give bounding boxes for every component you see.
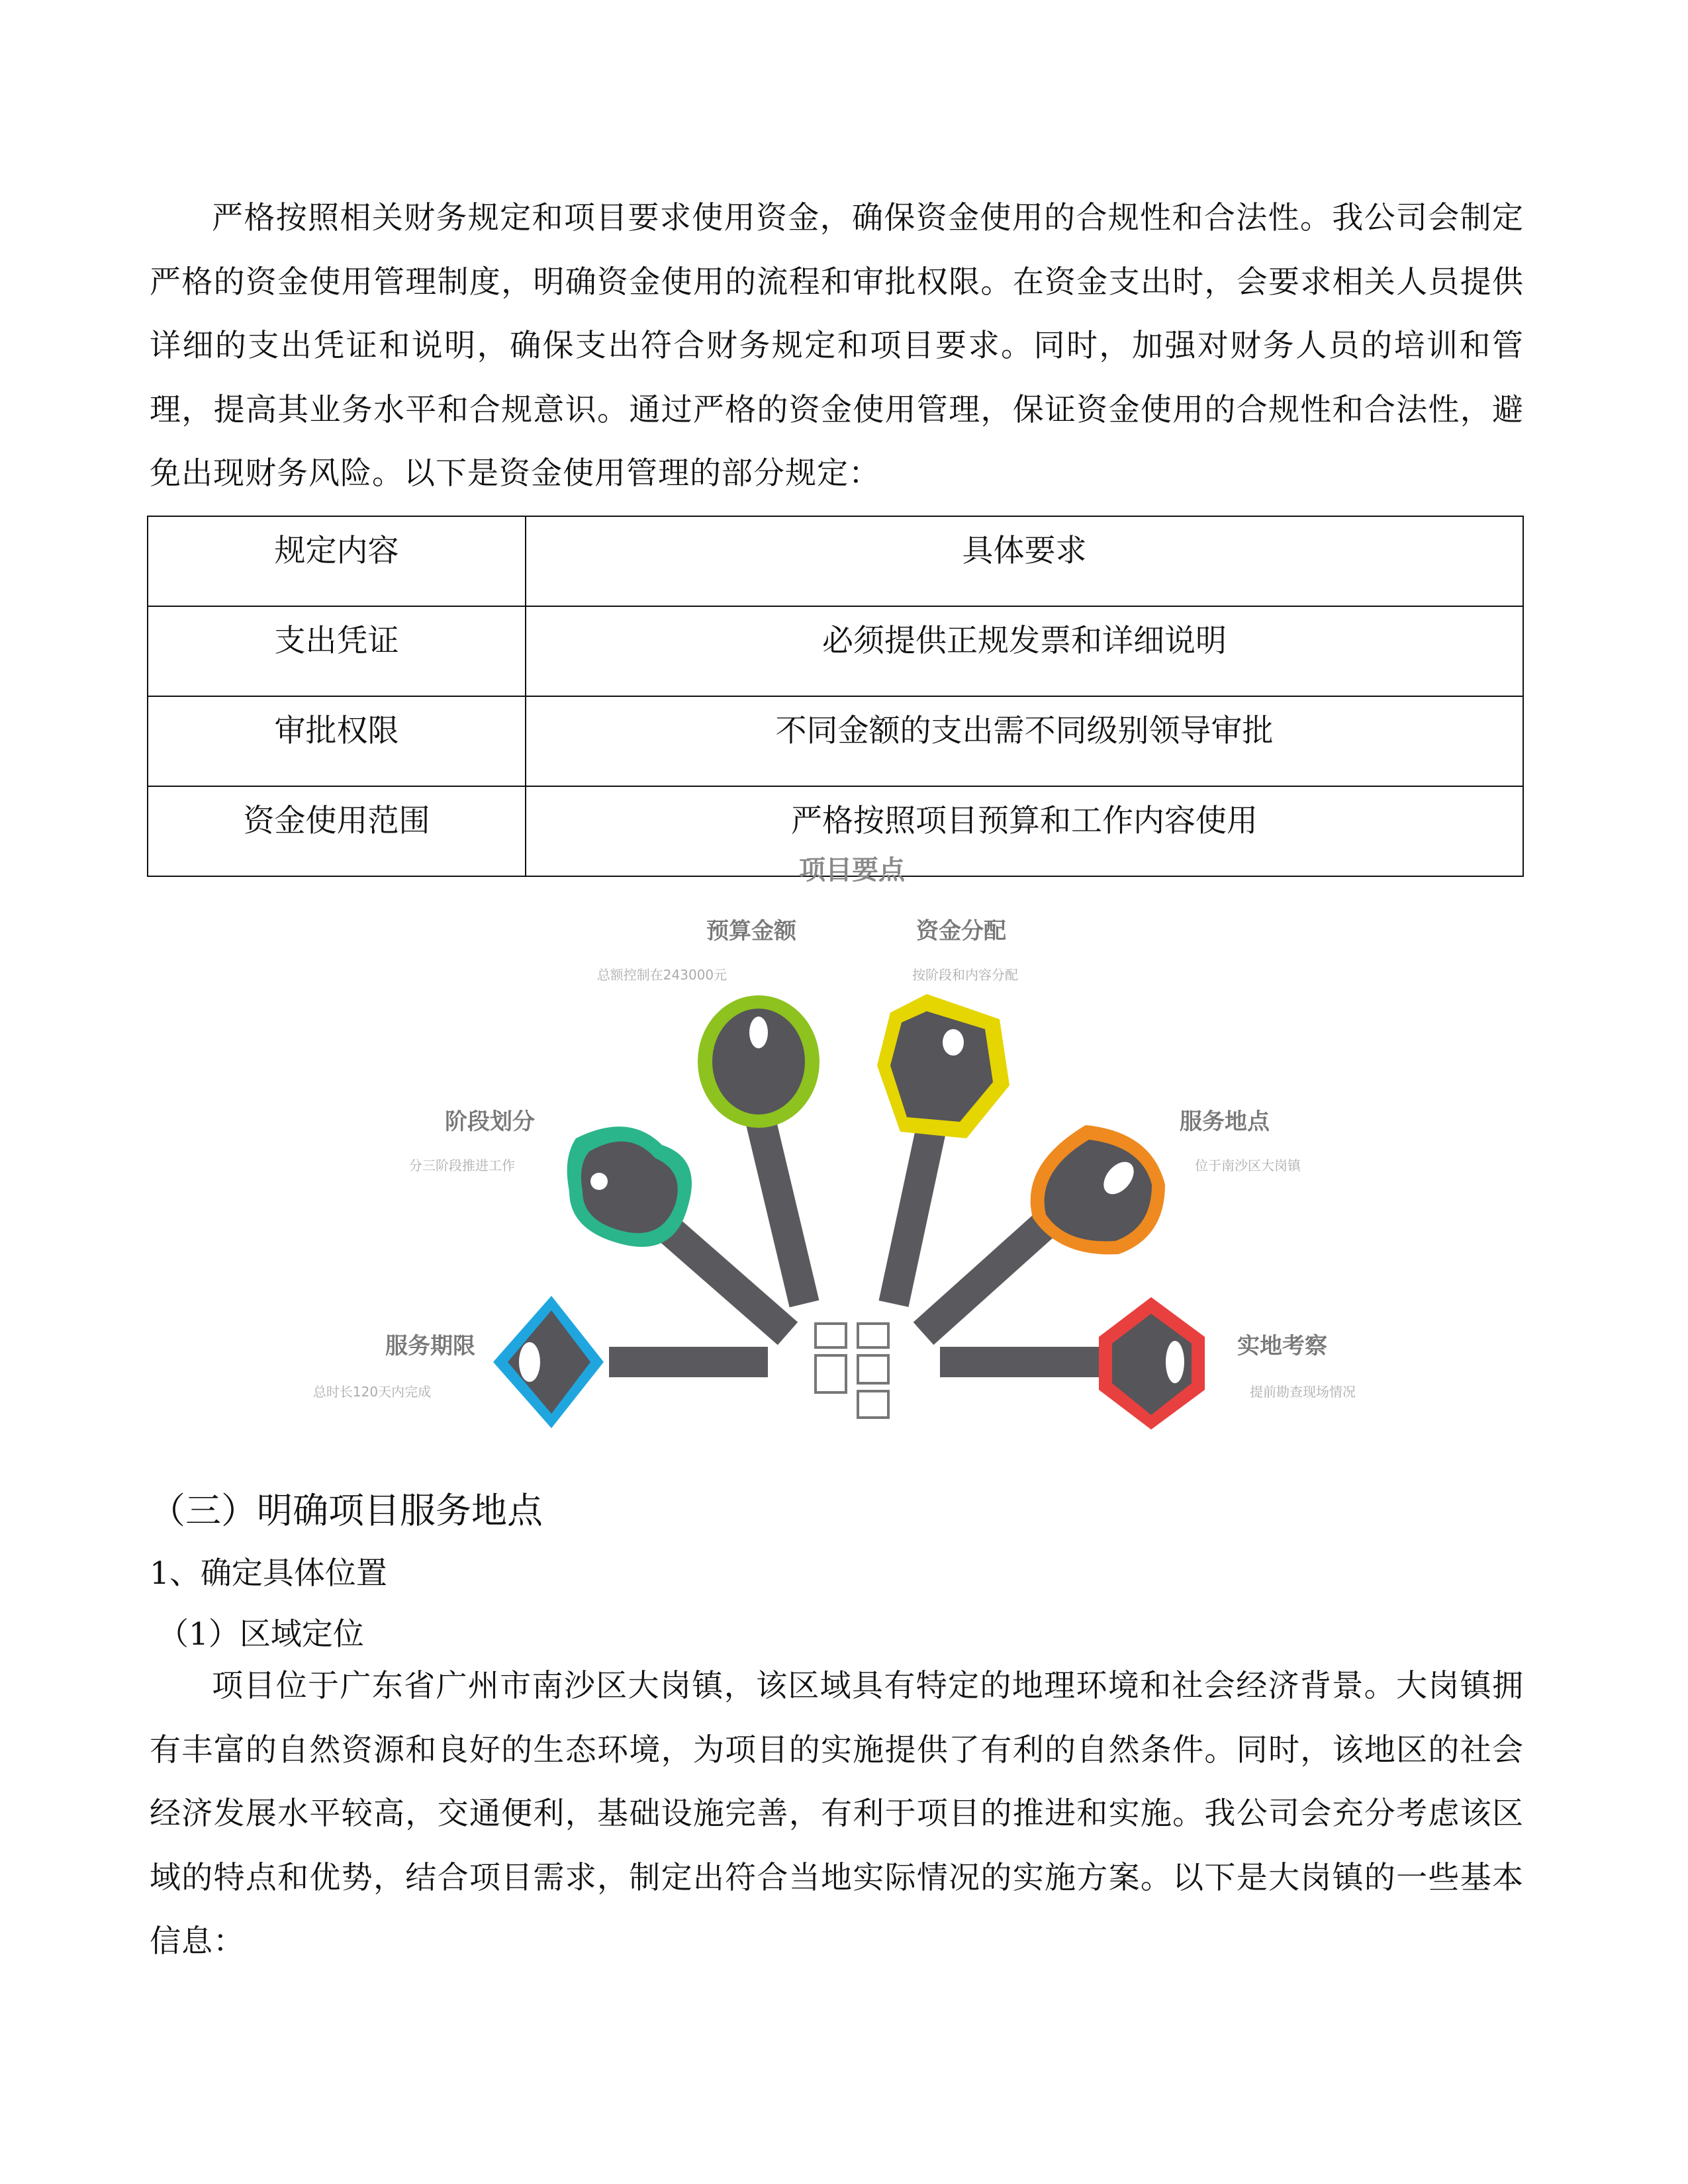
keypoint-label: 资金分配 — [916, 918, 1006, 944]
table-cell: 严格按照项目预算和工作内容使用 — [526, 786, 1523, 876]
key-head-orange — [1031, 1125, 1165, 1254]
subsubheading: （1）区域定位 — [158, 1616, 364, 1653]
table-cell: 不同金额的支出需不同级别领导审批 — [526, 696, 1523, 786]
body-paragraph: 项目位于广东省广州市南沙区大岗镇，该区域具有特定的地理环境和社会经济背景。大岗镇拥有丰富的自然资源和良好的生态环境，为项目的实施提供了有利的自然条件。同时，该地区的社会经济发展水平较高，交通便利，基础设施完善，有利于项目的推进和实施。我公司会充分考虑该区域的特点和优势，结合项目需求，制定出符合当地实际情况的实施方案。以下是大岗镇的一些基本信息： — [150, 1668, 1524, 1960]
table-row — [148, 606, 1523, 696]
subheading: 1、确定具体位置 — [150, 1555, 387, 1592]
keypoint-desc: 分三阶段推进工作 — [409, 1158, 515, 1173]
keypoint-desc: 总时长120天内完成 — [312, 1384, 432, 1400]
keypoint-label: 预算金额 — [706, 918, 796, 944]
keypoint-label: 服务期限 — [385, 1333, 475, 1359]
section-heading: （三）明确项目服务地点 — [150, 1490, 543, 1531]
key-head-yellow — [877, 994, 1009, 1138]
project-keypoints-infographic — [0, 847, 1688, 1456]
keypoint-desc: 按阶段和内容分配 — [912, 967, 1018, 983]
key-shaft-orange — [923, 1218, 1053, 1334]
key-head-green — [698, 995, 820, 1128]
table-cell: 资金使用范围 — [148, 786, 526, 876]
key-shaft-yellow — [894, 1118, 933, 1304]
intro-paragraph: 严格按照相关财务规定和项目要求使用资金，确保资金使用的合规性和合法性。我公司会制定严格的资金使用管理制度，明确资金使用的流程和审批权限。在资金支出时，会要求相关人员提供详细的支出凭证和说明，确保支出符合财务规定和项目要求。同时，加强对财务人员的培训和管理，提高其业务水平和合规意识。通过严格的资金使用管理，保证资金使用的合规性和合法性，避免出现财务风险。以下是资金使用管理的部分规定： — [150, 200, 1524, 492]
table-row — [148, 696, 1523, 786]
keypoint-label: 服务地点 — [1180, 1109, 1270, 1135]
key-head-blue — [493, 1296, 604, 1428]
key-head-red — [1099, 1297, 1205, 1430]
keypoint-desc: 提前勘查现场情况 — [1250, 1384, 1356, 1400]
keypoint-label: 阶段划分 — [445, 1109, 535, 1135]
table-header-cell: 具体要求 — [526, 516, 1523, 606]
infographic-title: 项目要点 — [799, 855, 905, 886]
table-cell: 必须提供正规发票和详细说明 — [526, 606, 1523, 696]
table-cell: 支出凭证 — [148, 606, 526, 696]
center-lock-icon — [816, 1324, 888, 1418]
table-header-row — [148, 516, 1523, 606]
key-head-teal — [567, 1126, 692, 1247]
keypoint-label: 实地考察 — [1237, 1333, 1327, 1359]
key-shaft-green — [759, 1112, 804, 1304]
key-shaft-teal — [655, 1218, 788, 1334]
table-header-cell: 规定内容 — [148, 516, 526, 606]
keypoint-desc: 位于南沙区大岗镇 — [1195, 1158, 1301, 1173]
key-shafts — [609, 1112, 1099, 1362]
fund-rules-table — [147, 516, 1524, 877]
keypoint-desc: 总额控制在243000元 — [596, 967, 727, 983]
table-cell: 审批权限 — [148, 696, 526, 786]
